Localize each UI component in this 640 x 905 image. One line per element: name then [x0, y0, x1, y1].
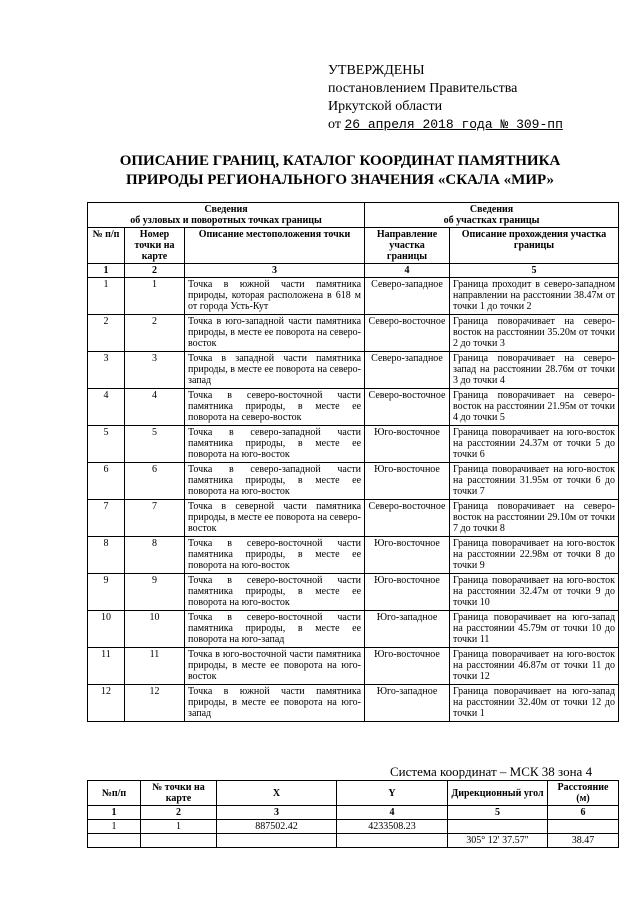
- point-description: Точка в северо-западной части памятника природы, в месте ее поворота на юго-восток: [185, 426, 365, 463]
- approval-block: [328, 62, 563, 134]
- row-index: 9: [88, 574, 125, 611]
- approval-region: Иркутской области: [328, 99, 443, 114]
- point-number: 7: [125, 500, 185, 537]
- point-number: 4: [125, 389, 185, 426]
- title-line-1: ОПИСАНИЕ ГРАНИЦ, КАТАЛОГ КООРДИНАТ ПАМЯТНИКА: [119, 153, 561, 169]
- coord-dist-empty: [548, 820, 619, 834]
- boundary-row: [88, 352, 619, 389]
- title-line-2: ПРИРОДЫ РЕГИОНАЛЬНОГО ЗНАЧЕНИЯ «СКАЛА «МИР»: [125, 172, 555, 188]
- approval-date-value: 26 апреля 2018 года № 309-пп: [344, 117, 563, 132]
- segment-description: Граница поворачивает на юго-восток на расстоянии 24.37м от точки 5 до точки 6: [450, 426, 619, 463]
- boundary-row: [88, 685, 619, 722]
- row-index: 5: [88, 426, 125, 463]
- boundary-row: [88, 648, 619, 685]
- segment-description: Граница поворачивает на юго-восток на расстоянии 32.47м от точки 9 до точки 10: [450, 574, 619, 611]
- segment-description: Граница поворачивает на юго-восток на расстоянии 31.95м от точки 6 до точки 7: [450, 463, 619, 500]
- segment-description: Граница проходит в северо-западном направлении на расстоянии 38.47м от точки 1 до точки 2: [450, 278, 619, 315]
- row-index: 11: [88, 648, 125, 685]
- segment-direction: Юго-восточное: [365, 648, 450, 685]
- coordinates-table: [87, 780, 619, 848]
- point-description: Точка в северо-западной части памятника природы, в месте ее поворота на юго-восток: [185, 463, 365, 500]
- coord-column-header: № точки на карте: [141, 781, 217, 806]
- point-number: 5: [125, 426, 185, 463]
- point-number: 9: [125, 574, 185, 611]
- coord-column-number: 1: [88, 806, 141, 820]
- coord-column-header: Расстояние (м): [548, 781, 619, 806]
- segment-description: Граница поворачивает на юго-запад на расстоянии 32.40м от точки 12 до точки 1: [450, 685, 619, 722]
- boundary-row: [88, 500, 619, 537]
- point-description: Точка в северо-восточной части памятника природы, в месте ее поворота на северо-восток: [185, 389, 365, 426]
- group-header-segments: Сведения об участках границы: [365, 203, 619, 228]
- row-index: 2: [88, 315, 125, 352]
- point-number: 3: [125, 352, 185, 389]
- column-number: 5: [450, 264, 619, 278]
- segment-point-empty: [141, 834, 217, 848]
- coord-column-number: 6: [548, 806, 619, 820]
- point-description: Точка в северо-восточной части памятника природы, в месте ее поворота на юго-запад: [185, 611, 365, 648]
- point-number: 10: [125, 611, 185, 648]
- boundary-row: [88, 463, 619, 500]
- boundary-row: [88, 426, 619, 463]
- document-title: [60, 152, 620, 190]
- point-description: Точка в северо-восточной части памятника природы, в месте ее поворота на юго-восток: [185, 537, 365, 574]
- segment-row: [88, 834, 619, 848]
- coord-point: 1: [141, 820, 217, 834]
- segment-direction: Юго-западное: [365, 611, 450, 648]
- coord-column-number: 5: [448, 806, 548, 820]
- coord-y: 4233508.23: [337, 820, 448, 834]
- column-number: 1: [88, 264, 125, 278]
- point-number: 2: [125, 315, 185, 352]
- segment-x-empty: [217, 834, 337, 848]
- column-number: 4: [365, 264, 450, 278]
- segment-direction: Северо-восточное: [365, 500, 450, 537]
- point-number: 6: [125, 463, 185, 500]
- point-description: Точка в юго-восточной части памятника природы, в месте ее поворота на юго-восток: [185, 648, 365, 685]
- segment-direction: Северо-западное: [365, 352, 450, 389]
- coord-column-header: Y: [337, 781, 448, 806]
- row-index: 4: [88, 389, 125, 426]
- segment-direction: Северо-западное: [365, 278, 450, 315]
- segment-description: Граница поворачивает на юго-восток на расстоянии 22.98м от точки 8 до точки 9: [450, 537, 619, 574]
- row-index: 7: [88, 500, 125, 537]
- coord-column-header: X: [217, 781, 337, 806]
- coord-index: 1: [88, 820, 141, 834]
- coord-system-label: Система координат – МСК 38 зона 4: [390, 764, 593, 779]
- boundary-row: [88, 278, 619, 315]
- row-index: 8: [88, 537, 125, 574]
- column-header: Описание прохождения участка границы: [450, 228, 619, 264]
- segment-description: Граница поворачивает на северо-восток на расстоянии 35.20м от точки 2 до точки 3: [450, 315, 619, 352]
- boundary-row: [88, 537, 619, 574]
- point-description: Точка в южной части памятника природы, в месте ее поворота на юго-запад: [185, 685, 365, 722]
- row-index: 10: [88, 611, 125, 648]
- column-header: Описание местоположения точки: [185, 228, 365, 264]
- coord-column-header: Дирекционный угол: [448, 781, 548, 806]
- point-description: Точка в западной части памятника природы, в месте ее поворота на северо-запад: [185, 352, 365, 389]
- segment-description: Граница поворачивает на юго-восток на расстоянии 46.87м от точки 11 до точки 12: [450, 648, 619, 685]
- approval-date-prefix: от: [328, 117, 341, 132]
- boundary-row: [88, 611, 619, 648]
- segment-index-empty: [88, 834, 141, 848]
- point-number: 8: [125, 537, 185, 574]
- row-index: 6: [88, 463, 125, 500]
- row-index: 1: [88, 278, 125, 315]
- approval-date: [328, 116, 563, 134]
- row-index: 12: [88, 685, 125, 722]
- coord-angle-empty: [448, 820, 548, 834]
- boundary-table: [87, 202, 619, 722]
- segment-description: Граница поворачивает на северо-восток на расстоянии 21.95м от точки 4 до точки 5: [450, 389, 619, 426]
- point-description: Точка в северной части памятника природы, в месте ее поворота на северо-восток: [185, 500, 365, 537]
- column-header: Номер точки на карте: [125, 228, 185, 264]
- segment-direction: Юго-восточное: [365, 574, 450, 611]
- column-header: Направление участка границы: [365, 228, 450, 264]
- point-number: 11: [125, 648, 185, 685]
- segment-direction: Северо-восточное: [365, 389, 450, 426]
- segment-description: Граница поворачивает на северо-запад на расстоянии 28.76м от точки 3 до точки 4: [450, 352, 619, 389]
- coord-x: 887502.42: [217, 820, 337, 834]
- row-index: 3: [88, 352, 125, 389]
- boundary-row: [88, 315, 619, 352]
- coord-column-number: 4: [337, 806, 448, 820]
- point-description: Точка в северо-восточной части памятника природы, в месте ее поворота на юго-восток: [185, 574, 365, 611]
- column-header: № п/п: [88, 228, 125, 264]
- point-number: 12: [125, 685, 185, 722]
- boundary-row: [88, 389, 619, 426]
- coord-column-number: 2: [141, 806, 217, 820]
- group-header-points: Сведения об узловых и поворотных точках границы: [88, 203, 365, 228]
- segment-y-empty: [337, 834, 448, 848]
- boundary-row: [88, 574, 619, 611]
- segment-distance: 38.47: [548, 834, 619, 848]
- segment-direction: Юго-восточное: [365, 426, 450, 463]
- point-description: Точка в южной части памятника природы, которая расположена в 618 м от города Усть-Кут: [185, 278, 365, 315]
- point-number: 1: [125, 278, 185, 315]
- column-number: 3: [185, 264, 365, 278]
- coord-column-header: №п/п: [88, 781, 141, 806]
- segment-direction: Северо-восточное: [365, 315, 450, 352]
- segment-description: Граница поворачивает на юго-запад на расстоянии 45.79м от точки 10 до точки 11: [450, 611, 619, 648]
- coord-row: [88, 820, 619, 834]
- segment-direction: Юго-восточное: [365, 537, 450, 574]
- column-number: 2: [125, 264, 185, 278]
- coord-column-number: 3: [217, 806, 337, 820]
- segment-description: Граница поворачивает на северо-восток на расстоянии 29.10м от точки 7 до точки 8: [450, 500, 619, 537]
- segment-direction: Юго-восточное: [365, 463, 450, 500]
- approval-by: постановлением Правительства: [328, 81, 518, 96]
- segment-direction: Юго-западное: [365, 685, 450, 722]
- segment-angle: 305° 12' 37.57": [448, 834, 548, 848]
- approval-heading: УТВЕРЖДЕНЫ: [328, 63, 425, 78]
- point-description: Точка в юго-западной части памятника природы, в месте ее поворота на северо-восток: [185, 315, 365, 352]
